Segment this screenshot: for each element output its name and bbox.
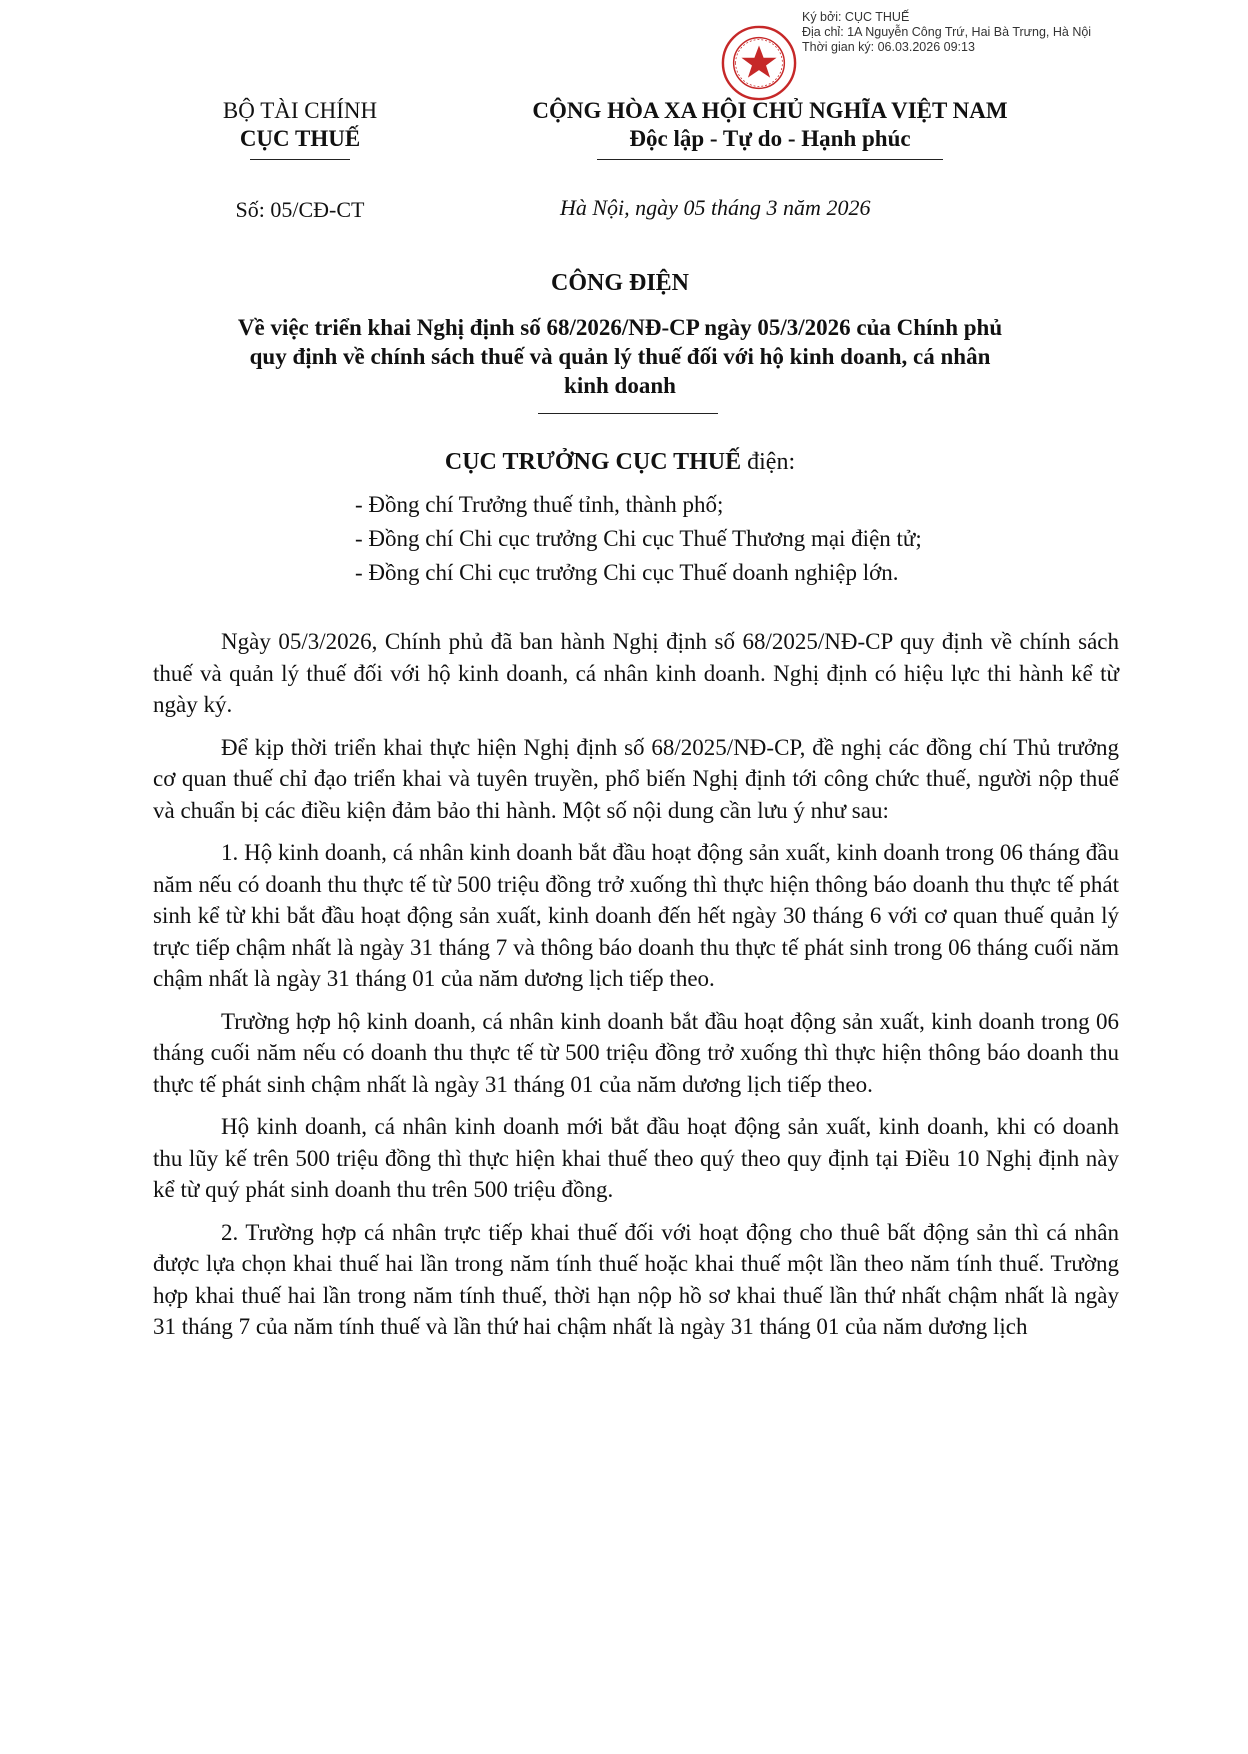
body-paragraph: 1. Hộ kinh doanh, cá nhân kinh doanh bắt đầu hoạt động sản xuất, kinh doanh trong 06 tháng đầu năm nếu có doanh thu thực tế từ 500 triệu đồng trở xuống thì thực hiện thông báo doanh thu thực tế phát sinh kể từ khi bắt đầu hoạt động sản xuất, kinh doanh đến hết ngày 30 tháng 6 với cơ quan thuế quản lý trực tiếp chậm nhất là ngày 31 tháng 7 và thông báo doanh thu thực tế phát sinh trong 06 tháng cuối năm chậm nhất là ngày 31 tháng 01 của năm dương lịch tiếp theo. (153, 840, 1119, 991)
national-motto: Độc lập - Tự do - Hạnh phúc (629, 126, 911, 151)
subject-line: quy định về chính sách thuế và quản lý thuế đối với hộ kinh doanh, cá nhân (249, 344, 991, 369)
ministry-name: BỘ TÀI CHÍNH (222, 98, 378, 123)
place-date: Hà Nội, ngày 05 tháng 3 năm 2026 (560, 195, 871, 220)
issuer-underline (250, 159, 350, 160)
subject-underline (538, 413, 718, 414)
recipients-list (355, 488, 1115, 590)
body-paragraph: Ngày 05/3/2026, Chính phủ đã ban hành Nghị định số 68/2025/NĐ-CP quy định về chính sách thuế và quản lý thuế đối với hộ kinh doanh, cá nhân kinh doanh. Nghị định có hiệu lực thi hành kể từ ngày ký. (153, 629, 1119, 717)
document-body (153, 626, 1119, 1354)
body-paragraph: Trường hợp hộ kinh doanh, cá nhân kinh doanh bắt đầu hoạt động sản xuất, kinh doanh trong 06 tháng cuối năm nếu có doanh thu thực tế từ 500 triệu đồng trở xuống thì thực hiện thông báo doanh thu thực tế phát sinh chậm nhất là ngày 31 tháng 01 của năm dương lịch tiếp theo. (153, 1008, 1119, 1097)
national-header (460, 97, 1080, 160)
heading-suffix: điện: (741, 449, 796, 475)
recipients-heading (120, 449, 1120, 476)
document-number: Số: 05/CĐ-CT (235, 197, 365, 222)
agency-name: CỤC THUẾ (239, 126, 361, 151)
subject-line: kinh doanh (564, 373, 676, 398)
recipient-item: - Đồng chí Chi cục trưởng Chi cục Thuế Thương mại điện tử; (355, 526, 922, 551)
recipient-item: - Đồng chí Trưởng thuế tỉnh, thành phố; (355, 492, 724, 517)
body-paragraph: 2. Trường hợp cá nhân trực tiếp khai thuế đối với hoạt động cho thuê bất động sản thì cá nhân được lựa chọn khai thuế hai lần trong năm tính thuế hoặc khai thuế một lần theo năm tính thuế. Trường hợp khai thuế hai lần trong năm tính thuế, thời hạn nộp hồ sơ khai thuế lần thứ nhất chậm nhất là ngày 31 tháng 7 của năm tính thuế và lần thứ hai chậm nhất là ngày 31 tháng 01 của năm dương lịch (153, 1219, 1119, 1339)
recipient-item: - Đồng chí Chi cục trưởng Chi cục Thuế doanh nghiệp lớn. (355, 560, 899, 585)
motto-underline (597, 159, 943, 160)
signed-time: Thời gian ký: 06.03.2026 09:13 (802, 40, 975, 54)
signed-by: Ký bởi: CỤC THUẾ (802, 10, 910, 24)
document-subject (120, 313, 1120, 400)
sender-title: CỤC TRƯỞNG CỤC THUẾ (444, 449, 742, 475)
nation-name: CỘNG HÒA XA HỘI CHỦ NGHĨA VIỆT NAM (532, 98, 1008, 123)
issuer-block (180, 97, 420, 160)
body-paragraph: Để kịp thời triển khai thực hiện Nghị định số 68/2025/NĐ-CP, đề nghị các đồng chí Thủ trưởng cơ quan thuế chỉ đạo triển khai và tuyên truyền, phổ biến Nghị định tới công chức thuế, người nộp thuế và chuẩn bị các điều kiện đảm bảo thi hành. Một số nội dung cần lưu ý như sau: (153, 734, 1119, 823)
document-type: CÔNG ĐIỆN (550, 270, 689, 296)
signer-address: Địa chỉ: 1A Nguyễn Công Trứ, Hai Bà Trưng, Hà Nội (802, 25, 1092, 39)
digital-signature-block (720, 10, 1240, 102)
seal-icon (720, 24, 798, 102)
subject-line: Về việc triển khai Nghị định số 68/2026/NĐ-CP ngày 05/3/2026 của Chính phủ (237, 315, 1003, 340)
body-paragraph: Hộ kinh doanh, cá nhân kinh doanh mới bắt đầu hoạt động sản xuất, kinh doanh, khi có doanh thu lũy kế trên 500 triệu đồng thì thực hiện khai thuế theo quý theo quy định tại Điều 10 Nghị định này kể từ quý phát sinh doanh thu trên 500 triệu đồng. (153, 1114, 1119, 1202)
